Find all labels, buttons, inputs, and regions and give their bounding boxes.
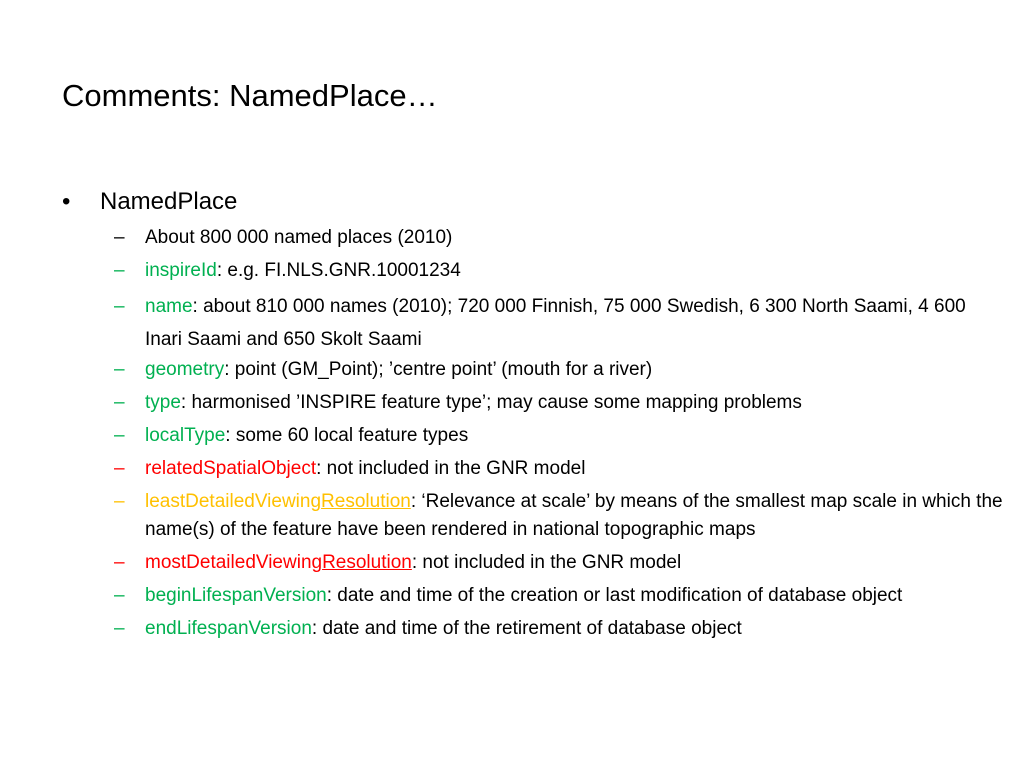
sub-item-text: About 800 000 named places (2010) <box>145 227 453 248</box>
sub-item-text: : harmonised ’INSPIRE feature type’; may cause some mapping problems <box>180 392 802 413</box>
sub-item-text: : e.g. FI.NLS.GNR.10001234 <box>216 260 461 281</box>
dash-marker: – <box>114 392 125 413</box>
dash-marker: – <box>114 458 125 479</box>
dash-marker: – <box>114 552 125 573</box>
attribute-name: leastDetailedViewing <box>145 491 322 512</box>
attribute-name: inspireId <box>145 260 217 281</box>
slide-title: Comments: NamedPlace… <box>62 78 438 113</box>
sub-bullet-list <box>114 224 1004 648</box>
attribute-name: localType <box>145 425 226 446</box>
sub-item-count <box>114 224 1004 252</box>
sub-item-inspireid <box>114 257 1004 285</box>
attribute-name: geometry <box>145 359 225 380</box>
dash-marker: – <box>114 425 125 446</box>
sub-item-localtype <box>114 422 1004 450</box>
sub-item-relatedspatialobject <box>114 455 1004 483</box>
sub-item-text: : not included in the GNR model <box>411 552 682 573</box>
dash-marker: – <box>114 585 125 606</box>
dash-marker: – <box>114 227 125 248</box>
attribute-name: name <box>145 296 193 317</box>
dash-marker: – <box>114 260 125 281</box>
attribute-name: mostDetailedViewing <box>145 552 323 573</box>
bullet-marker: • <box>62 188 71 215</box>
sub-item-mostdetailedviewingresolution <box>114 549 1004 577</box>
attribute-name: relatedSpatialObject <box>145 458 317 479</box>
dash-marker: – <box>114 359 125 380</box>
sub-item-text: : some 60 local feature types <box>225 425 469 446</box>
sub-item-beginlifespanversion <box>114 582 1004 610</box>
attribute-name: endLifespanVersion <box>145 618 312 639</box>
sub-item-geometry <box>114 356 1004 384</box>
sub-item-text: : not included in the GNR model <box>316 458 586 479</box>
sub-item-text: : date and time of the retirement of database object <box>311 618 742 639</box>
sub-item-endlifespanversion <box>114 615 1004 643</box>
sub-item-leastdetailedviewingresolution <box>114 488 1004 544</box>
sub-item-text: : ‘Relevance at scale’ by means of the smallest map scale in which the name(s) of the feature have been rendered in national topographic maps <box>145 491 1003 540</box>
dash-marker: – <box>114 491 125 512</box>
dash-marker: – <box>114 296 125 317</box>
attribute-name-underlined: Resolution <box>322 552 412 573</box>
sub-item-type <box>114 389 1004 417</box>
sub-item-text: : point (GM_Point); ’centre point’ (mouth for a river) <box>224 359 653 380</box>
sub-item-name <box>114 290 1004 356</box>
attribute-name: beginLifespanVersion <box>145 585 327 606</box>
sub-item-text: : date and time of the creation or last modification of database object <box>326 585 903 606</box>
attribute-name-underlined: Resolution <box>321 491 411 512</box>
dash-marker: – <box>114 618 125 639</box>
attribute-name: type <box>145 392 181 413</box>
sub-item-text: : about 810 000 names (2010); 720 000 Finnish, 75 000 Swedish, 6 300 North Saami, 4 600 Inari Saami and 650 Skolt Saami <box>145 296 966 350</box>
bullet-label: NamedPlace <box>100 188 238 215</box>
